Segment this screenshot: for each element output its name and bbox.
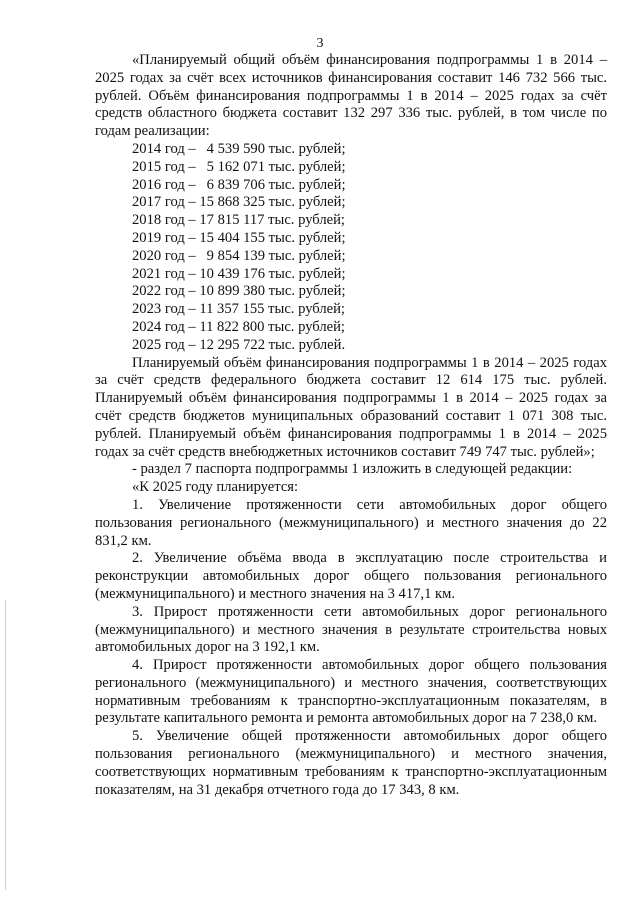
plan-item-2: 2. Увеличение объёма ввода в эксплуатацию после строительства и реконструкции автомобильных дорог общего пользования регионального (межмуниципального) и местного значения на 3 417,1 км. <box>95 550 607 602</box>
page-number: 3 <box>316 36 324 51</box>
year-line: 2020 год – 9 854 139 тыс. рублей; <box>132 247 346 264</box>
plan-item-1: 1. Увеличение протяженности сети автомобильных дорог общего пользования регионального (межмуниципального) и местного значения до 22 831,2 км. <box>95 496 607 549</box>
federal-funding-paragraph: Планируемый объём финансирования подпрограммы 1 в 2014 – 2025 годах за счёт средств федерального бюджета составит 12 614 175 тыс. рублей. Планируемый объём финансирования подпрограммы 1 в 2014 – 2025 годах за счёт средств бюджетов муниципальных образований составит 1 071 308 тыс. рублей. Планируемый объём финансирования подпрограммы 1 в 2014 – 2025 годах за счёт средств внебюджетных источников составит 749 747 тыс. рублей»; <box>95 354 607 460</box>
year-line: 2015 год – 5 162 071 тыс. рублей; <box>132 158 346 175</box>
year-line: 2025 год – 12 295 722 тыс. рублей. <box>132 336 346 353</box>
plan-item-3: 3. Прирост протяженности сети автомобильных дорог регионального (межмуниципального) и местного значения в результате строительства новых автомобильных дорог на 3 192,1 км. <box>95 603 607 656</box>
year-line: 2022 год – 10 899 380 тыс. рублей; <box>132 283 346 300</box>
section7-paragraph: - раздел 7 паспорта подпрограммы 1 изложить в следующей редакции: <box>132 461 573 478</box>
year-line: 2023 год – 11 357 155 тыс. рублей; <box>132 301 345 318</box>
year-line: 2014 год – 4 539 590 тыс. рублей; <box>132 140 346 157</box>
year-line: 2018 год – 17 815 117 тыс. рублей; <box>132 212 345 229</box>
intro-paragraph: «Планируемый общий объём финансирования подпрограммы 1 в 2014 – 2025 годах за счёт всех источников финансирования составит 146 732 566 тыс. рублей. Объём финансирования подпрограммы 1 в 2014 – 2025 годах за счёт средств областного бюджета составит 132 297 336 тыс. рублей, в том числе по годам реализации: <box>95 52 607 140</box>
document-body <box>95 52 607 799</box>
yearly-funding-list <box>95 141 607 355</box>
year-line: 2016 год – 6 839 706 тыс. рублей; <box>132 176 346 193</box>
year-line: 2021 год – 10 439 176 тыс. рублей; <box>132 265 346 282</box>
scan-edge-line <box>5 600 6 890</box>
plan-item-5: 5. Увеличение общей протяженности автомобильных дорог общего пользования регионального (межмуниципального) и местного значения, соответствующих нормативным требованиям к транспортно-эксплуатационным показателям, на 31 декабря отчетного года до 17 343, 8 км. <box>95 728 607 798</box>
year-line: 2019 год – 15 404 155 тыс. рублей; <box>132 229 346 246</box>
plan-item-4: 4. Прирост протяженности автомобильных дорог общего пользования регионального (межмуниципального) и местного значения, соответствующих нормативным требованиям к транспортно-эксплуатационным показателям, в результате капитального ремонта и ремонта автомобильных дорог на 7 238,0 км. <box>95 657 607 727</box>
year-line: 2017 год – 15 868 325 тыс. рублей; <box>132 194 346 211</box>
plan-intro-paragraph: «К 2025 году планируется: <box>132 479 299 496</box>
year-line: 2024 год – 11 822 800 тыс. рублей; <box>132 318 345 335</box>
